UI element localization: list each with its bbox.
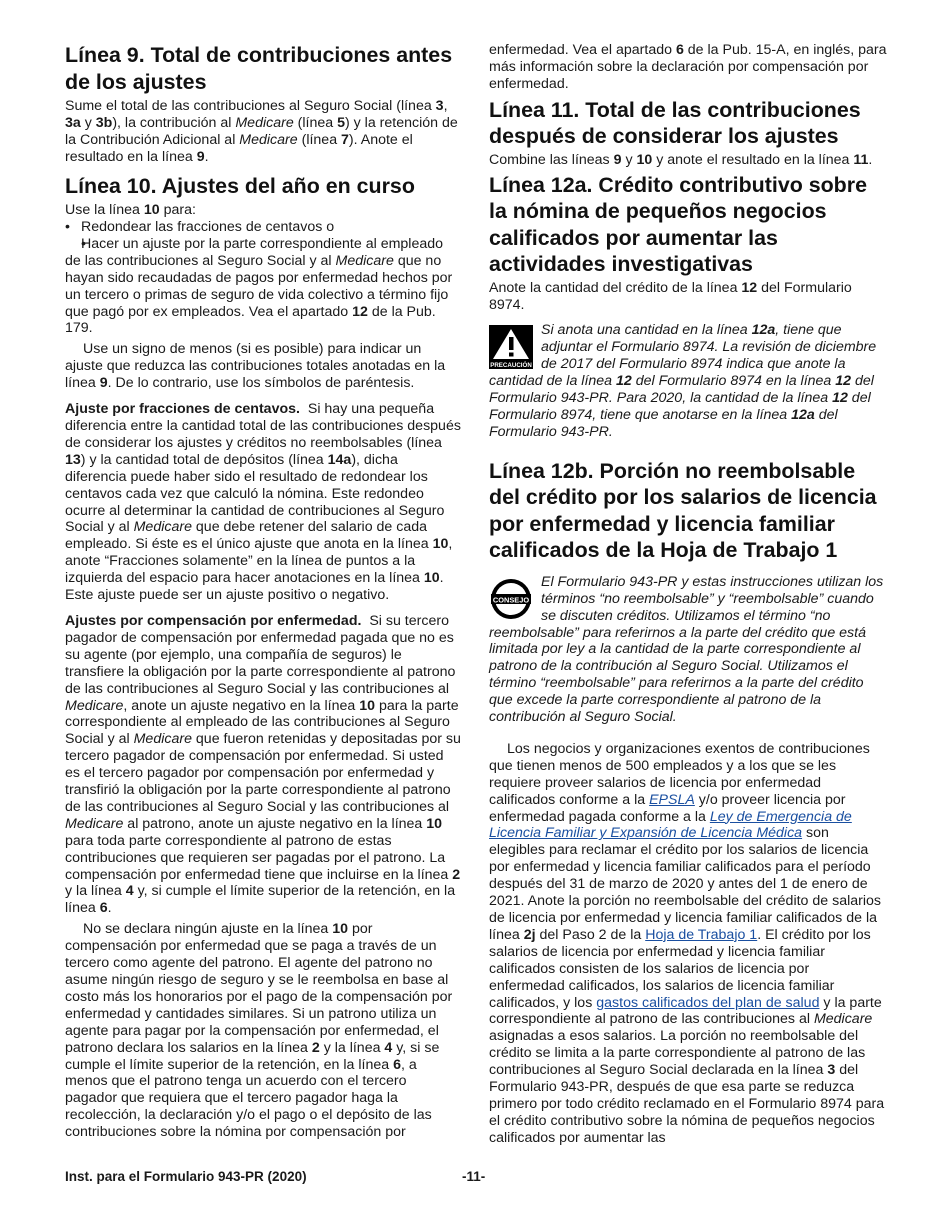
- heading-line-9: Línea 9. Total de contribuciones antes de los ajustes: [65, 43, 453, 94]
- tip-label: CONSEJO: [492, 595, 530, 605]
- footer-form-label: Inst. para el Formulario 943-PR (2020): [65, 1169, 307, 1184]
- agent-paragraph: No se declara ningún ajuste en la línea 10 por compensación por enfermedad que se paga a través de un tercero como agente del patrono. El agente del patrono no asume ningún riesgo de seguro y se le reembolsa en base al costo más los honorarios por el pago de la compensación por enfermedad y cantidades similares. Si un patrono utiliza un agente para pagar por la compensación por enfermedad, el patrono declara los salarios en la línea 2 y la línea 4 y, si se cumple el límite superior de la retención, en la línea 6, a menos que el patrono tenga un acuerdo con el tercero pagador que requiera que el tercero pagador haga la recolección, la declaración y/o el pago o el depósito de las contribuciones sobre la nómina por compensación por: [65, 921, 453, 1141]
- list-item: • Hacer un ajuste por la parte correspondiente al empleado de las contribuciones al Seguro Social y al Medicare que no hayan sido recaudadas de pagos por enfermedad hechos por un tercero o primas de seguro de vida colectivo a término fijo que pagó por ex empleados. Vea el apartado 12 de la Pub. 179.: [65, 236, 462, 337]
- caution-icon: [489, 325, 533, 369]
- left-column: [65, 42, 462, 1141]
- continued-text: enfermedad. Vea el apartado 6 de la Pub. 15-A, en inglés, para más información sobre la declaración por compensación por enfermedad.: [489, 42, 887, 92]
- caution-text: Si anota una cantidad en la línea 12a, tiene que adjuntar el Formulario 8974. La revisión de diciembre de 2017 del Formulario 8974 indica que anote la cantidad de la línea 12 del Formulario 8974 en la línea 12 del Formulario 943-PR. Para 2020, la cantidad de la línea 12 del Formulario 8974, tiene que anotarse en la línea 12a del Formulario 943-PR.: [489, 322, 877, 440]
- line-12a-text: Anote la cantidad del crédito de la línea 12 del Formulario 8974.: [489, 279, 852, 313]
- page-number: -11-: [462, 1169, 486, 1184]
- line-10-minus-sign-text: Use un signo de menos (si es posible) para indicar un ajuste que reduzca las contribuciones totales anotadas en la línea 9. De lo contrario, use los símbolos de paréntesis.: [65, 341, 446, 392]
- line-9-text: Sume el total de las contribuciones al Seguro Social (línea 3, 3a y 3b), la contribución al Medicare (línea 5) y la retención de la Contribución Adicional al Medicare (línea 7). Anote el resultado en la línea 9.: [65, 98, 458, 165]
- heading-line-12b: Línea 12b. Porción no reembolsable del crédito por los salarios de licencia por enfermedad y licencia familiar calificados de la Hoja de Trabajo 1: [489, 458, 877, 563]
- tip-note: [489, 574, 887, 726]
- reference-link[interactable]: EPSLA: [649, 791, 695, 808]
- fractions-text: Si hay una pequeña diferencia entre la cantidad total de las contribuciones después de considerar los ajustes y créditos no reembolsables (línea 13) y la cantidad total de depósitos (línea 14a), dicha diferencia puede haber sido el resultado de redondear los centavos cada vez que calculó la nómina. Este redondeo ocurre al determinar la cantidad de contribuciones al Seguro Social y al Medicare que debe retener del salario de cada empleado. Si éste es el único ajuste que anota en la línea 10, anote “Fracciones solamente” en la línea de puntos a la izquierda del espacio para hacer anotaciones en la línea 10. Este ajuste puede ser un ajuste positivo o negativo.: [65, 401, 461, 604]
- sick-pay-paragraph: [65, 613, 462, 917]
- tip-text: El Formulario 943-PR y estas instrucciones utilizan los términos “no reembolsable” y “reembolsable” cuando se discuten créditos. Utilizamos el término “no reembolsable” para referirnos a la parte del crédito que está limitada por ley a la cantidad de la parte correspondiente al patrono de la contribución al Seguro Social. Utilizamos el término “reembolsable” para referirnos a la parte del crédito que excede la parte correspondiente al patrono de la contribución al Seguro Social.: [489, 573, 884, 726]
- line-10-intro: Use la línea 10 para:: [65, 202, 196, 219]
- heading-line-11: Línea 11. Total de las contribuciones después de considerar los ajustes: [489, 97, 861, 149]
- heading-line-10: Línea 10. Ajustes del año en curso: [65, 173, 415, 198]
- tip-icon: [489, 577, 533, 621]
- reference-link[interactable]: gastos calificados del plan de salud: [596, 994, 820, 1011]
- sick-pay-heading: Ajustes por compensación por enfermedad.: [65, 612, 362, 629]
- reference-link[interactable]: Hoja de Trabajo 1: [645, 926, 758, 943]
- right-column: [489, 42, 887, 1147]
- sick-pay-text: Si su tercero pagador de compensación por enfermedad pagada que no es su agente (por ejemplo, una compañía de seguros) le transfiere la obligación por la parte correspondiente al patrono de las contribuciones al Seguro Social y las contribuciones al Medicare, anote un ajuste negativo en la línea 10 para la parte correspondiente al empleado de las contribuciones al Seguro Social y al Medicare que fueron retenidas y depositadas por su tercero pagador de compensación por enfermedad. Si usted es el tercero pagador por compensación por enfermedad y transfirió la obligación por la parte correspondiente al patrono de las contribuciones al Seguro Social y las contribuciones al Medicare al patrono, anote un ajuste negativo en la línea 10 para toda parte correspondiente al patrono de estas contribuciones que requieren ser pagadas por el patrono. La compensación por enfermedad tiene que incluirse en la línea 2 y la línea 4 y, si cumple el límite superior de la retención, en la línea 6.: [65, 612, 461, 917]
- line-11-text: Combine las líneas 9 y 10 y anote el resultado en la línea 11.: [489, 151, 873, 168]
- heading-line-12a: Línea 12a. Crédito contributivo sobre la nómina de pequeños negocios calificados por aumentar las actividades investigativas: [489, 172, 867, 277]
- caution-note: [489, 322, 887, 440]
- line-10-bullets: [65, 219, 462, 337]
- caution-label: PRECAUCIÓN: [490, 362, 532, 370]
- reference-link[interactable]: Ley de Emergencia de Licencia Familiar y Expansión de Licencia Médica: [489, 808, 852, 842]
- fractions-paragraph: [65, 401, 462, 604]
- list-item: • Redondear las fracciones de centavos o: [65, 219, 462, 236]
- line-12b-text: Los negocios y organizaciones exentos de contribuciones que tienen menos de 500 empleados y a los que se les requiere proveer salarios de licencia por enfermedad calificados conforme a la EPSLA y/o proveer licencia por enfermedad pagada conforme a la Ley de Emergencia de Licencia Familiar y Expansión de Licencia Médica son elegibles para reclamar el crédito por los salarios de licencia por enfermedad y licencia familiar calificados para el período después del 31 de marzo de 2020 y antes del 1 de enero de 2021. Anote la porción no reembolsable del crédito de salarios de licencia por enfermedad y licencia familiar calificados de la línea 2j del Paso 2 de la Hoja de Trabajo 1. El crédito por los salarios de licencia por enfermedad y licencia familiar calificados consisten de los salarios de licencia por enfermedad calificados, los salarios de licencia familiar calificados, y los gastos calificados del plan de salud y la parte correspondiente al patrono de las contribuciones al Medicare asignadas a esos salarios. La porción no reembolsable del crédito se limita a la parte correspondiente al patrono de las contribuciones al Seguro Social declarada en la línea 3 del Formulario 943-PR, después de que esa parte se reduzca primero por todo crédito reclamado en el Formulario 8974 para el crédito contributivo sobre la nómina de pequeños negocios calificados por aumentar las: [489, 740, 885, 1146]
- fractions-heading: Ajuste por fracciones de centavos.: [65, 401, 300, 418]
